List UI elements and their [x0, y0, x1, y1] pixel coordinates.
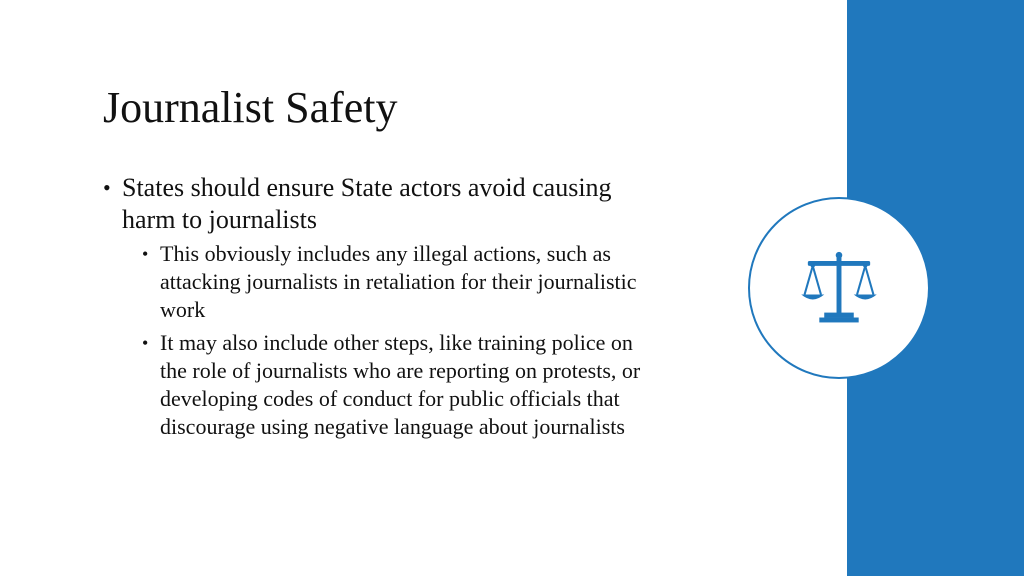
sub-bullet-marker: •	[142, 333, 149, 353]
sub-bullet-marker: •	[142, 244, 149, 264]
sub-bullet-list	[103, 240, 643, 441]
sub-bullet-item	[103, 240, 643, 324]
bullet-marker: •	[103, 175, 111, 200]
bullet-item	[103, 172, 643, 236]
bullet-text: States should ensure State actors avoid causing harm to journalists	[122, 173, 612, 234]
scales-of-justice-icon	[798, 247, 880, 329]
sub-bullet-item	[103, 329, 643, 441]
sub-bullet-text: This obviously includes any illegal actions, such as attacking journalists in retaliation for their journalistic work	[160, 241, 637, 322]
slide-title: Journalist Safety	[103, 83, 398, 132]
bullet-list	[103, 172, 643, 446]
sub-bullet-text: It may also include other steps, like training police on the role of journalists who are reporting on protests, or developing codes of conduct for public officials that discourage using negative language about journalists	[160, 330, 641, 439]
icon-circle	[748, 197, 930, 379]
